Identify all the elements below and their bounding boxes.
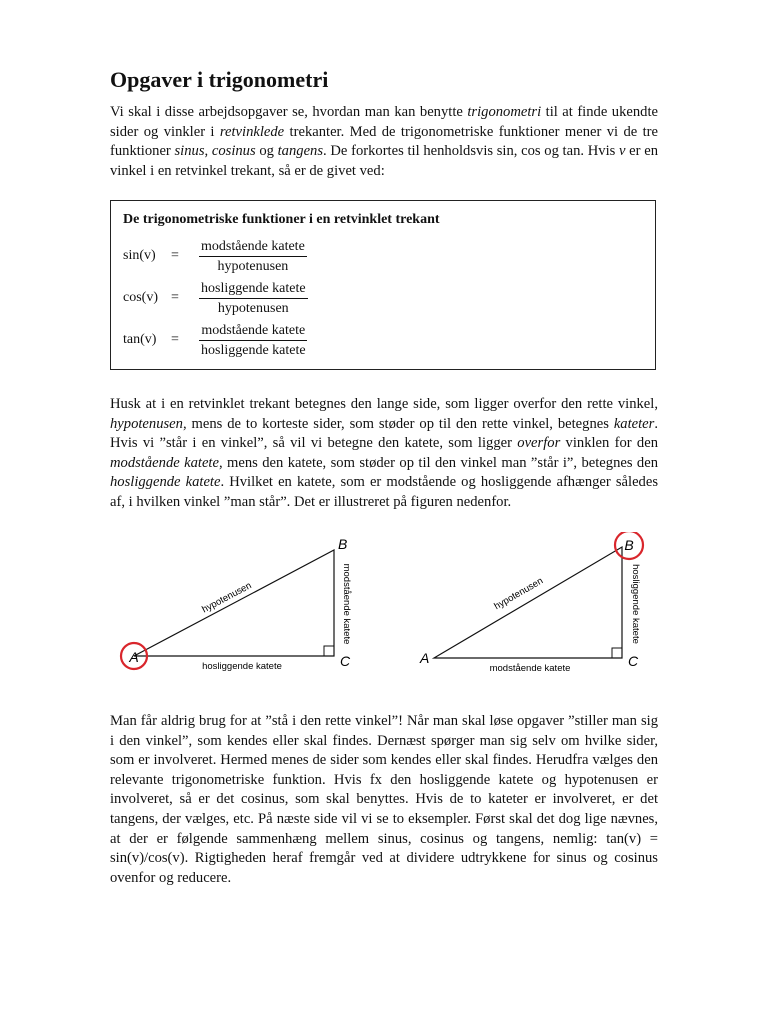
page-title: Opgaver i trigonometri (110, 67, 329, 92)
numerator: hosliggende katete (199, 280, 308, 299)
formula-box-title: De trigonometriske funktioner i en retvinklet trekant (123, 212, 440, 227)
explanation-paragraph (110, 395, 658, 513)
numerator: modstående katete (199, 322, 307, 341)
text-run: Man får aldrig brug for at ”stå i den rette vinkel”! Når man skal løse opgaver ”stiller man sig i den vinkel”, som kendes eller skal findes. Dernæst spørger man sig selv om hvilke sider, som er involveret. Hermed menes de sider som kendes eller skal findes. Herudfra vælges den relevante trigonometriske funktion. Hvis fx den hosliggende katete og hypotenusen er involveret, så er det cosinus, som skal benyttes. Hvis de to kateter er involveret, er det tangens, der vælges, etc. På næste side vil vi se to eksempler. Først skal det dog lige nævnes, at der er følgende sammenhæng mellem sinus, cosinus og tangens, nemlig: (110, 713, 658, 847)
emphasis: cosinus (211, 143, 256, 160)
opposite-leg-label: modstående katete (489, 663, 571, 674)
emphasis: trigonometri (467, 104, 542, 120)
equals-sign: = (171, 332, 179, 347)
adjacent-leg-label: hosliggende katete (630, 564, 641, 644)
closing-paragraph (110, 712, 658, 888)
hypotenuse-label: hypotenusen (492, 575, 546, 613)
emphasis: kateter (613, 415, 655, 432)
inline-formula: tan(v) = sin(v)/cos(v) (110, 830, 658, 867)
text-run: er en vinkel i en retvinkel trekant, så er de givet ved: (110, 143, 658, 179)
emphasis: modstående katete (110, 454, 219, 471)
left-triangle (134, 550, 334, 656)
function-name: cos(v) (123, 290, 158, 305)
formula-box (110, 200, 656, 370)
text-run: . Hvilket en katete, som er modstående og hosliggende afhænger således af, i hvilken vinkel ”man står”. Det er illustreret på figuren nedenfor. (110, 474, 658, 510)
vertex-b-label: B (624, 537, 634, 553)
emphasis: tangens (277, 143, 324, 160)
vertex-c-label: C (628, 653, 639, 669)
text-run: og (255, 143, 278, 160)
right-triangle (434, 547, 622, 658)
emphasis: hypotenusen (110, 415, 183, 432)
text-run: , (204, 143, 212, 160)
cos-formula (123, 277, 643, 319)
right-angle-marker (612, 648, 622, 658)
emphasis: sinus (174, 143, 205, 160)
text-run: . Rigtigheden heraf fremgår ved at dividere udtrykkene for sinus og cosinus ovenfor og reducere. (110, 850, 658, 886)
left-triangle-figure (121, 536, 352, 672)
emphasis: hosliggende katete (110, 474, 221, 491)
denominator: hypotenusen (217, 300, 289, 316)
text-run: Vi skal i disse arbejdsopgaver se, hvordan man kan benytte (110, 104, 468, 120)
triangle-figures (100, 532, 660, 682)
numerator: modstående katete (199, 238, 307, 257)
adjacent-leg-label: hosliggende katete (202, 661, 282, 672)
tan-formula (123, 319, 643, 361)
fraction (199, 322, 308, 359)
fraction (199, 280, 308, 317)
right-triangle-figure (419, 532, 643, 674)
text-run: . Hvis vi ”står i en vinkel”, så vil vi betegne den katete, som ligger (110, 415, 658, 452)
equals-sign: = (171, 290, 179, 305)
sin-formula (123, 235, 643, 277)
opposite-leg-label: modstående katete (341, 563, 352, 645)
equals-sign: = (171, 248, 179, 263)
text-run: . De forkortes til henholdsvis sin, cos og tan. Hvis (323, 143, 619, 160)
text-run: trekanter. Med de trigonometriske funktioner mener vi de tre funktioner (110, 123, 658, 160)
text-run: vinklen for den (560, 435, 659, 452)
intro-paragraph (110, 103, 658, 181)
text-run: Husk at i en retvinklet trekant betegnes den lange side, som ligger overfor den rette vinkel, (110, 396, 658, 412)
emphasis: overfor (517, 435, 561, 452)
denominator: hypotenusen (217, 258, 289, 274)
emphasis: retvinklede (219, 123, 285, 140)
text-run: , mens de to korteste sider, som støder op til den rette vinkel, betegnes (182, 415, 614, 432)
function-name: tan(v) (123, 332, 157, 347)
text-run: , mens den katete, som støder op til den vinkel man ”står i”, betegnes den (218, 454, 658, 471)
right-angle-marker (324, 646, 334, 656)
text-run: til at finde ukendte sider og vinkler i (110, 104, 659, 140)
emphasis: v (619, 143, 626, 160)
hypotenuse-label: hypotenusen (200, 580, 254, 616)
denominator: hosliggende katete (201, 342, 306, 358)
vertex-b-label: B (338, 536, 348, 552)
function-name: sin(v) (123, 248, 156, 263)
vertex-a-label: A (129, 649, 139, 665)
vertex-c-label: C (340, 653, 351, 669)
vertex-a-label: A (420, 650, 430, 666)
fraction (199, 238, 307, 275)
